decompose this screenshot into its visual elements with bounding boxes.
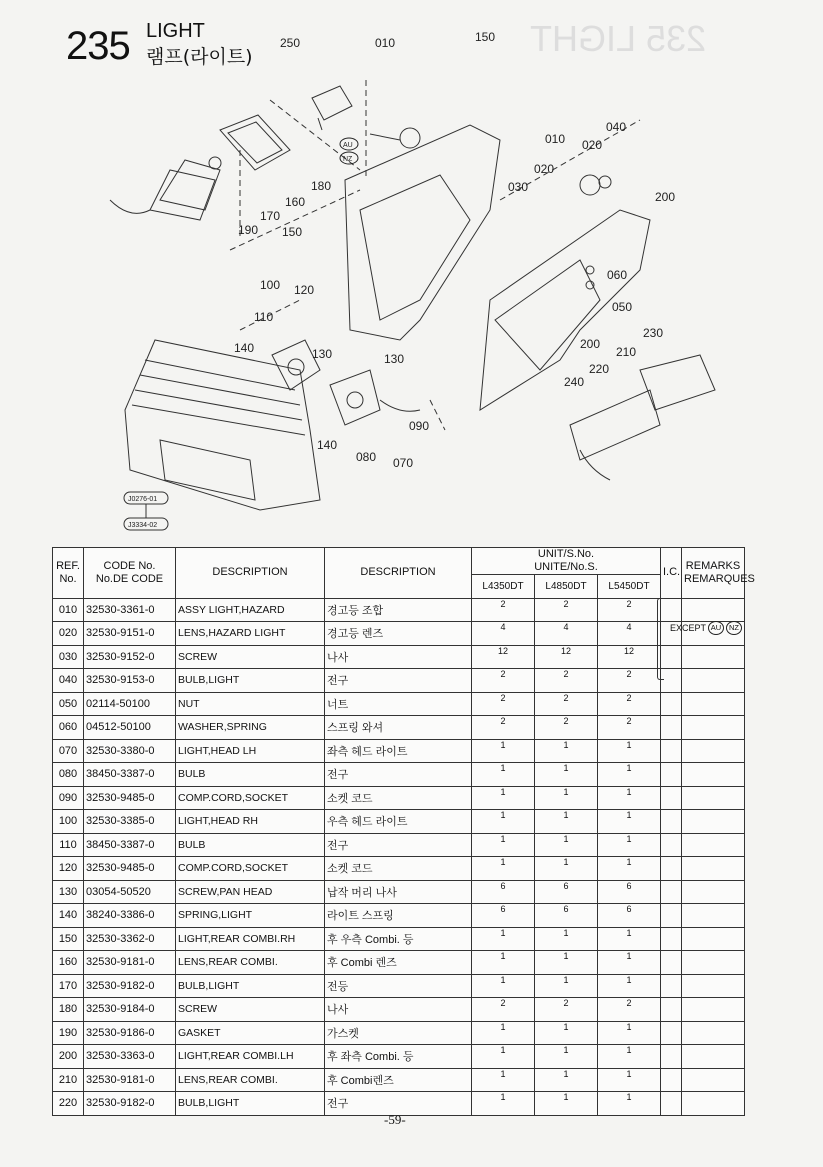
row-qty-3: 1 [598,1045,661,1069]
row-ic [661,927,682,951]
row-desc-en: WASHER,SPRING [176,716,325,740]
row-code: 32530-9184-0 [84,998,176,1022]
row-qty-3: 1 [598,763,661,787]
row-remarks [682,739,745,763]
row-remarks [682,669,745,693]
bleed-through-ghost: 235 LIGHT [530,18,707,59]
table-row [53,739,745,763]
row-ref: 210 [53,1068,84,1092]
row-qty-1: 2 [472,716,535,740]
row-qty-3: 2 [598,716,661,740]
row-code: 38450-3387-0 [84,833,176,857]
row-desc-ko: 가스켓 [325,1021,472,1045]
row-qty-1: 6 [472,880,535,904]
callout-130: 130 [312,347,333,361]
row-ref: 040 [53,669,84,693]
row-code: 38240-3386-0 [84,904,176,928]
row-desc-ko: 우측 헤드 라이트 [325,810,472,834]
row-qty-3: 6 [598,904,661,928]
row-code: 32530-9485-0 [84,857,176,881]
row-ref: 160 [53,951,84,975]
row-ic [661,692,682,716]
row-qty-1: 1 [472,763,535,787]
row-qty-2: 4 [535,622,598,646]
row-qty-2: 1 [535,857,598,881]
table-row [53,786,745,810]
row-qty-2: 1 [535,974,598,998]
remark-except [670,621,742,635]
row-desc-en: BULB,LIGHT [176,1092,325,1116]
remark-bracket [657,598,664,680]
row-ic [661,1045,682,1069]
row-qty-3: 1 [598,1092,661,1116]
remark-badge-nz: NZ [726,621,742,635]
row-ic [661,880,682,904]
row-remarks [682,1068,745,1092]
row-desc-ko: 너트 [325,692,472,716]
row-qty-3: 6 [598,880,661,904]
col-desc-en: DESCRIPTION [176,548,325,599]
row-desc-ko: 전구 [325,763,472,787]
row-code: 32530-3361-0 [84,598,176,622]
row-ref: 090 [53,786,84,810]
row-ref: 140 [53,904,84,928]
row-qty-1: 1 [472,810,535,834]
row-desc-en: LENS,REAR COMBI. [176,951,325,975]
table-row [53,833,745,857]
table-row [53,810,745,834]
table-row [53,904,745,928]
callout-110: 110 [254,310,274,324]
row-desc-en: COMP.CORD,SOCKET [176,786,325,810]
table-row [53,669,745,693]
row-desc-en: LENS,HAZARD LIGHT [176,622,325,646]
callout-020: 020 [534,162,555,176]
col-model-2: L4850DT [535,575,598,599]
page-footer: -59- [384,1112,406,1127]
row-ref: 200 [53,1045,84,1069]
callout-170: 170 [260,209,281,223]
row-remarks [682,951,745,975]
row-desc-ko: 후 좌측 Combi. 등 [325,1045,472,1069]
row-desc-en: BULB,LIGHT [176,974,325,998]
callout-160: 160 [285,195,306,209]
au-nz-badges [340,138,358,164]
row-ref: 130 [53,880,84,904]
row-desc-en: LIGHT,REAR COMBI.LH [176,1045,325,1069]
row-code: 32530-9152-0 [84,645,176,669]
col-ref: REF. No. [53,548,84,599]
row-ref: 110 [53,833,84,857]
row-desc-ko: 전구 [325,833,472,857]
row-desc-ko: 전등 [325,974,472,998]
row-desc-en: SCREW,PAN HEAD [176,880,325,904]
callout-090: 090 [409,419,430,433]
row-qty-2: 1 [535,810,598,834]
row-qty-1: 2 [472,598,535,622]
row-code: 02114-50100 [84,692,176,716]
row-qty-3: 1 [598,927,661,951]
row-remarks [682,927,745,951]
row-qty-3: 1 [598,1068,661,1092]
row-desc-en: NUT [176,692,325,716]
table-row [53,716,745,740]
row-code: 32530-3363-0 [84,1045,176,1069]
row-desc-en: BULB,LIGHT [176,669,325,693]
col-code: CODE No. No.DE CODE [84,548,176,599]
row-qty-1: 1 [472,739,535,763]
row-qty-1: 1 [472,1021,535,1045]
table-row [53,763,745,787]
row-code: 03054-50520 [84,880,176,904]
row-ic [661,739,682,763]
row-qty-1: 2 [472,692,535,716]
row-qty-1: 1 [472,1068,535,1092]
row-qty-3: 1 [598,739,661,763]
badge-nz: NZ [343,156,353,163]
row-remarks [682,880,745,904]
row-qty-1: 1 [472,951,535,975]
col-remarks: REMARKS REMARQUES [682,548,745,599]
row-qty-1: 12 [472,645,535,669]
row-desc-ko: 라이트 스프링 [325,904,472,928]
row-qty-2: 12 [535,645,598,669]
row-qty-2: 2 [535,669,598,693]
col-model-1: L4350DT [472,575,535,599]
row-qty-1: 1 [472,1045,535,1069]
callout-140: 140 [317,438,338,452]
row-qty-3: 1 [598,786,661,810]
row-ic [661,857,682,881]
row-code: 32530-3380-0 [84,739,176,763]
row-qty-3: 1 [598,951,661,975]
row-desc-en: SCREW [176,998,325,1022]
row-remarks [682,1045,745,1069]
row-desc-en: BULB [176,833,325,857]
figure-ref-labels [124,492,168,530]
row-qty-3: 2 [598,669,661,693]
row-qty-1: 1 [472,974,535,998]
row-ic [661,833,682,857]
row-qty-3: 2 [598,598,661,622]
table-row [53,1068,745,1092]
row-ref: 120 [53,857,84,881]
row-qty-2: 2 [535,692,598,716]
row-desc-ko: 후 우측 Combi. 등 [325,927,472,951]
row-ref: 170 [53,974,84,998]
badge-au: AU [343,142,353,149]
row-qty-3: 1 [598,810,661,834]
row-desc-ko: 경고등 렌즈 [325,622,472,646]
row-remarks [682,810,745,834]
callout-240: 240 [564,375,585,389]
callout-140: 140 [234,341,255,355]
remark-badge-au: AU [708,621,724,635]
callout-150: 150 [475,30,496,44]
row-desc-ko: 경고등 조합 [325,598,472,622]
row-qty-3: 2 [598,998,661,1022]
row-ic [661,904,682,928]
row-ref: 050 [53,692,84,716]
col-model-3: L5450DT [598,575,661,599]
row-qty-2: 6 [535,904,598,928]
parts-table [52,547,755,1116]
row-remarks [682,1092,745,1116]
callout-250: 250 [280,36,301,50]
row-remarks [682,974,745,998]
callout-190: 190 [238,223,259,237]
callout-200: 200 [580,337,601,351]
row-qty-1: 6 [472,904,535,928]
row-desc-en: BULB [176,763,325,787]
row-ref: 070 [53,739,84,763]
row-remarks [682,692,745,716]
row-ref: 180 [53,998,84,1022]
row-qty-3: 1 [598,833,661,857]
table-row [53,622,745,646]
row-desc-en: GASKET [176,1021,325,1045]
callout-220: 220 [589,362,610,376]
callout-200: 200 [655,190,676,204]
row-ref: 010 [53,598,84,622]
row-ic [661,763,682,787]
row-desc-en: LENS,REAR COMBI. [176,1068,325,1092]
row-ref: 190 [53,1021,84,1045]
row-remarks [682,786,745,810]
row-qty-3: 1 [598,857,661,881]
row-code: 32530-9151-0 [84,622,176,646]
row-code: 32530-9181-0 [84,951,176,975]
row-qty-2: 1 [535,739,598,763]
callout-020: 020 [582,138,603,152]
row-ref: 220 [53,1092,84,1116]
row-remarks [682,645,745,669]
row-ref: 080 [53,763,84,787]
row-desc-ko: 납작 머리 나사 [325,880,472,904]
row-qty-2: 2 [535,998,598,1022]
row-qty-1: 2 [472,669,535,693]
callout-050: 050 [612,300,633,314]
callout-010: 010 [375,36,396,50]
row-code: 32530-9186-0 [84,1021,176,1045]
row-qty-2: 1 [535,1068,598,1092]
callout-210: 210 [616,345,637,359]
row-desc-ko: 후 Combi 렌즈 [325,951,472,975]
row-ic [661,1092,682,1116]
callout-120: 120 [294,283,315,297]
row-desc-ko: 스프링 와셔 [325,716,472,740]
row-code: 32530-9182-0 [84,1092,176,1116]
col-unit: UNIT/S.No. UNITE/No.S. [472,548,661,575]
row-ic [661,810,682,834]
row-remarks [682,763,745,787]
row-desc-ko: 나사 [325,645,472,669]
row-qty-2: 1 [535,833,598,857]
col-ic: I.C. [661,548,682,599]
row-qty-2: 1 [535,1021,598,1045]
row-qty-1: 1 [472,1092,535,1116]
callout-100: 100 [260,278,281,292]
row-desc-en: COMP.CORD,SOCKET [176,857,325,881]
table-row [53,692,745,716]
row-ref: 100 [53,810,84,834]
page-title-en: LIGHT [146,20,205,42]
callout-060: 060 [607,268,628,282]
table-row [53,645,745,669]
row-qty-2: 1 [535,951,598,975]
row-desc-ko: 전구 [325,1092,472,1116]
row-remarks [682,1021,745,1045]
row-desc-ko: 후 Combi렌즈 [325,1068,472,1092]
row-qty-3: 1 [598,974,661,998]
table-row [53,1021,745,1045]
row-qty-2: 2 [535,598,598,622]
row-qty-2: 1 [535,1092,598,1116]
row-qty-1: 2 [472,998,535,1022]
table-row [53,880,745,904]
row-remarks [682,857,745,881]
page-number: 235 [66,24,130,68]
table-row [53,951,745,975]
callout-010: 010 [545,132,566,146]
row-code: 32530-3385-0 [84,810,176,834]
callout-150: 150 [282,225,303,239]
row-code: 32530-9153-0 [84,669,176,693]
row-qty-3: 4 [598,622,661,646]
table-row [53,927,745,951]
row-ic [661,786,682,810]
row-desc-ko: 소켓 코드 [325,786,472,810]
callout-130: 130 [384,352,405,366]
row-qty-2: 1 [535,763,598,787]
row-desc-ko: 전구 [325,669,472,693]
row-qty-1: 1 [472,857,535,881]
row-qty-2: 1 [535,927,598,951]
row-code: 32530-9182-0 [84,974,176,998]
row-ic [661,1021,682,1045]
row-remarks [682,904,745,928]
callout-230: 230 [643,326,664,340]
row-qty-1: 1 [472,786,535,810]
row-desc-ko: 나사 [325,998,472,1022]
ref-label-1: J0276-01 [128,496,158,503]
row-qty-1: 4 [472,622,535,646]
callout-labels [234,30,675,470]
row-remarks [682,716,745,740]
row-desc-en: ASSY LIGHT,HAZARD [176,598,325,622]
row-code: 04512-50100 [84,716,176,740]
table-row [53,1045,745,1069]
row-desc-en: LIGHT,HEAD LH [176,739,325,763]
row-qty-1: 1 [472,927,535,951]
ref-label-2: J3334-02 [128,522,158,529]
row-qty-2: 1 [535,1045,598,1069]
row-code: 32530-3362-0 [84,927,176,951]
row-ic [661,716,682,740]
table-row [53,974,745,998]
row-qty-3: 2 [598,692,661,716]
callout-030: 030 [508,180,529,194]
callout-040: 040 [606,120,627,134]
remark-except-label: EXCEPT [670,623,707,633]
row-qty-2: 2 [535,716,598,740]
row-qty-3: 1 [598,1021,661,1045]
row-qty-2: 1 [535,786,598,810]
table-row [53,998,745,1022]
row-ic [661,951,682,975]
row-desc-ko: 좌측 헤드 라이트 [325,739,472,763]
row-qty-3: 12 [598,645,661,669]
page-title-ko: 램프(라이트) [146,46,253,68]
table-row [53,598,745,622]
callout-180: 180 [311,179,332,193]
row-ic [661,974,682,998]
row-desc-en: LIGHT,REAR COMBI.RH [176,927,325,951]
row-code: 32530-9485-0 [84,786,176,810]
row-remarks [682,998,745,1022]
row-ref: 150 [53,927,84,951]
callout-070: 070 [393,456,414,470]
parts-table-body [53,598,745,1115]
callout-080: 080 [356,450,377,464]
row-ic [661,1068,682,1092]
row-qty-2: 6 [535,880,598,904]
row-ic [661,998,682,1022]
row-desc-en: SPRING,LIGHT [176,904,325,928]
row-ref: 020 [53,622,84,646]
row-desc-en: SCREW [176,645,325,669]
row-ref: 060 [53,716,84,740]
row-desc-en: LIGHT,HEAD RH [176,810,325,834]
row-ref: 030 [53,645,84,669]
row-qty-1: 1 [472,833,535,857]
table-row [53,857,745,881]
col-desc-ko: DESCRIPTION [325,548,472,599]
row-desc-ko: 소켓 코드 [325,857,472,881]
row-code: 38450-3387-0 [84,763,176,787]
row-remarks [682,833,745,857]
row-code: 32530-9181-0 [84,1068,176,1092]
row-remarks [682,598,745,622]
